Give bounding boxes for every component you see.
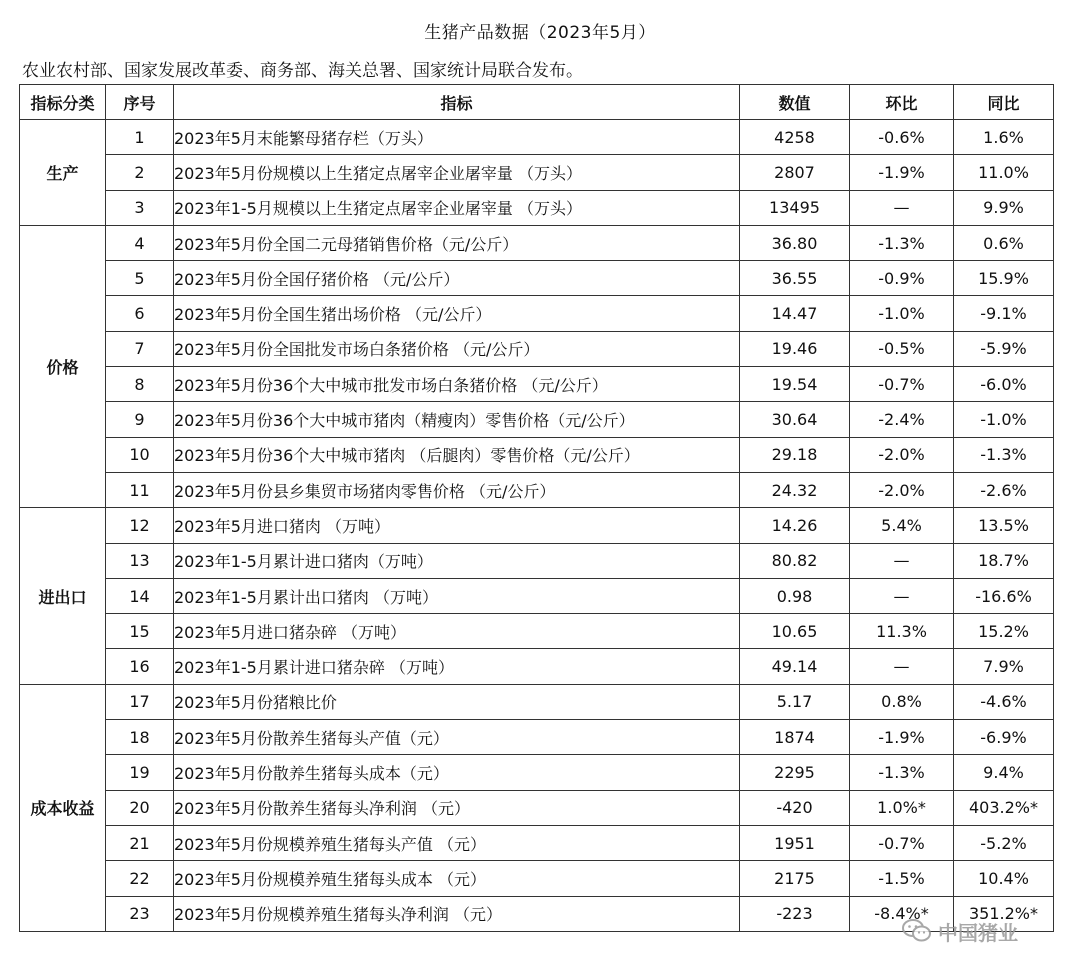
indicator-cell: 2023年5月进口猪杂碎 （万吨）: [174, 614, 740, 649]
row-number-cell: 11: [106, 472, 174, 507]
mom-cell: -1.9%: [850, 720, 954, 755]
mom-cell: -1.3%: [850, 225, 954, 260]
table-row: [20, 261, 1054, 296]
row-number-cell: 17: [106, 684, 174, 719]
mom-cell: -1.9%: [850, 155, 954, 190]
value-cell: 14.47: [740, 296, 850, 331]
value-cell: 1951: [740, 825, 850, 860]
mom-cell: -1.5%: [850, 861, 954, 896]
row-number-cell: 10: [106, 437, 174, 472]
yoy-cell: 13.5%: [954, 508, 1054, 543]
row-number-cell: 3: [106, 190, 174, 225]
page-title: 生猪产品数据（2023年5月）: [424, 23, 656, 43]
value-cell: 2807: [740, 155, 850, 190]
mom-cell: -0.7%: [850, 825, 954, 860]
table-row: [20, 472, 1054, 507]
row-number-cell: 23: [106, 896, 174, 931]
yoy-cell: -5.2%: [954, 825, 1054, 860]
indicator-cell: 2023年1-5月累计进口猪杂碎 （万吨）: [174, 649, 740, 684]
table-row: [20, 402, 1054, 437]
table-row: [20, 225, 1054, 260]
row-number-cell: 9: [106, 402, 174, 437]
publisher-note: 农业农村部、国家发展改革委、商务部、海关总署、国家统计局联合发布。: [22, 61, 583, 81]
indicator-cell: 2023年5月份猪粮比价: [174, 684, 740, 719]
table-row: [20, 437, 1054, 472]
value-cell: 29.18: [740, 437, 850, 472]
value-cell: 1874: [740, 720, 850, 755]
value-cell: 14.26: [740, 508, 850, 543]
table-row: [20, 296, 1054, 331]
mom-cell: —: [850, 578, 954, 613]
row-number-cell: 15: [106, 614, 174, 649]
table-header-row: [20, 85, 1054, 120]
value-cell: 5.17: [740, 684, 850, 719]
category-cell: 生产: [20, 120, 106, 226]
row-number-cell: 6: [106, 296, 174, 331]
indicator-cell: 2023年1-5月累计出口猪肉 （万吨）: [174, 578, 740, 613]
wechat-icon: [902, 918, 932, 944]
table-row: [20, 155, 1054, 190]
yoy-cell: 15.2%: [954, 614, 1054, 649]
indicator-cell: 2023年5月份全国批发市场白条猪价格 （元/公斤）: [174, 331, 740, 366]
indicator-cell: 2023年5月份36个大中城市猪肉（精瘦肉）零售价格（元/公斤）: [174, 402, 740, 437]
yoy-cell: -2.6%: [954, 472, 1054, 507]
indicator-cell: 2023年5月份散养生猪每头成本（元）: [174, 755, 740, 790]
yoy-cell: 9.4%: [954, 755, 1054, 790]
table-row: [20, 684, 1054, 719]
mom-cell: -2.0%: [850, 472, 954, 507]
value-cell: 2295: [740, 755, 850, 790]
value-cell: -223: [740, 896, 850, 931]
yoy-cell: 403.2%*: [954, 790, 1054, 825]
value-cell: 0.98: [740, 578, 850, 613]
yoy-cell: 351.2%*: [954, 896, 1054, 931]
indicator-cell: 2023年5月份规模养殖生猪每头产值 （元）: [174, 825, 740, 860]
mom-cell: 5.4%: [850, 508, 954, 543]
indicator-cell: 2023年5月份规模养殖生猪每头净利润 （元）: [174, 896, 740, 931]
watermark: [902, 917, 1018, 945]
row-number-cell: 14: [106, 578, 174, 613]
indicator-cell: 2023年5月进口猪肉 （万吨）: [174, 508, 740, 543]
mom-cell: -0.9%: [850, 261, 954, 296]
yoy-cell: -6.9%: [954, 720, 1054, 755]
yoy-cell: -16.6%: [954, 578, 1054, 613]
mom-cell: 0.8%: [850, 684, 954, 719]
value-cell: 36.80: [740, 225, 850, 260]
header-mom: 环比: [850, 85, 954, 120]
table-row: [20, 543, 1054, 578]
row-number-cell: 4: [106, 225, 174, 260]
mom-cell: -0.6%: [850, 120, 954, 155]
yoy-cell: 18.7%: [954, 543, 1054, 578]
value-cell: 19.54: [740, 367, 850, 402]
row-number-cell: 1: [106, 120, 174, 155]
row-number-cell: 22: [106, 861, 174, 896]
yoy-cell: 7.9%: [954, 649, 1054, 684]
row-number-cell: 16: [106, 649, 174, 684]
value-cell: 4258: [740, 120, 850, 155]
yoy-cell: 1.6%: [954, 120, 1054, 155]
indicator-cell: 2023年1-5月规模以上生猪定点屠宰企业屠宰量 （万头）: [174, 190, 740, 225]
table-row: [20, 896, 1054, 931]
row-number-cell: 8: [106, 367, 174, 402]
watermark-text: 中国猪业: [938, 920, 1018, 945]
indicator-cell: 2023年5月份规模以上生猪定点屠宰企业屠宰量 （万头）: [174, 155, 740, 190]
indicator-cell: 2023年5月份规模养殖生猪每头成本 （元）: [174, 861, 740, 896]
table-row: [20, 120, 1054, 155]
mom-cell: -0.5%: [850, 331, 954, 366]
row-number-cell: 21: [106, 825, 174, 860]
value-cell: 24.32: [740, 472, 850, 507]
table-row: [20, 578, 1054, 613]
yoy-cell: -1.3%: [954, 437, 1054, 472]
indicator-cell: 2023年5月份全国二元母猪销售价格（元/公斤）: [174, 225, 740, 260]
mom-cell: -2.0%: [850, 437, 954, 472]
header-yoy: 同比: [954, 85, 1054, 120]
indicator-cell: 2023年1-5月累计进口猪肉（万吨）: [174, 543, 740, 578]
yoy-cell: -1.0%: [954, 402, 1054, 437]
yoy-cell: 9.9%: [954, 190, 1054, 225]
yoy-cell: 10.4%: [954, 861, 1054, 896]
indicator-cell: 2023年5月份散养生猪每头净利润 （元）: [174, 790, 740, 825]
table-row: [20, 825, 1054, 860]
mom-cell: -2.4%: [850, 402, 954, 437]
row-number-cell: 5: [106, 261, 174, 296]
row-number-cell: 20: [106, 790, 174, 825]
row-number-cell: 12: [106, 508, 174, 543]
header-category: 指标分类: [20, 85, 106, 120]
mom-cell: -1.0%: [850, 296, 954, 331]
table-row: [20, 861, 1054, 896]
table-row: [20, 367, 1054, 402]
mom-cell: —: [850, 190, 954, 225]
table-row: [20, 790, 1054, 825]
value-cell: 19.46: [740, 331, 850, 366]
indicator-cell: 2023年5月份全国仔猪价格 （元/公斤）: [174, 261, 740, 296]
header-value: 数值: [740, 85, 850, 120]
pig-data-table: [19, 84, 1054, 932]
table-row: [20, 649, 1054, 684]
value-cell: 49.14: [740, 649, 850, 684]
mom-cell: 1.0%*: [850, 790, 954, 825]
mom-cell: —: [850, 649, 954, 684]
row-number-cell: 7: [106, 331, 174, 366]
table-row: [20, 508, 1054, 543]
table-body: [20, 120, 1054, 932]
indicator-cell: 2023年5月份散养生猪每头产值（元）: [174, 720, 740, 755]
table-row: [20, 720, 1054, 755]
value-cell: 30.64: [740, 402, 850, 437]
table-row: [20, 331, 1054, 366]
category-cell: 成本收益: [20, 684, 106, 931]
mom-cell: -0.7%: [850, 367, 954, 402]
row-number-cell: 19: [106, 755, 174, 790]
indicator-cell: 2023年5月份36个大中城市猪肉 （后腿肉）零售价格（元/公斤）: [174, 437, 740, 472]
mom-cell: -8.4%*: [850, 896, 954, 931]
yoy-cell: 11.0%: [954, 155, 1054, 190]
row-number-cell: 13: [106, 543, 174, 578]
indicator-cell: 2023年5月末能繁母猪存栏（万头）: [174, 120, 740, 155]
value-cell: -420: [740, 790, 850, 825]
header-indicator: 指标: [174, 85, 740, 120]
yoy-cell: 15.9%: [954, 261, 1054, 296]
header-number: 序号: [106, 85, 174, 120]
value-cell: 2175: [740, 861, 850, 896]
category-cell: 进出口: [20, 508, 106, 684]
indicator-cell: 2023年5月份县乡集贸市场猪肉零售价格 （元/公斤）: [174, 472, 740, 507]
yoy-cell: -9.1%: [954, 296, 1054, 331]
value-cell: 13495: [740, 190, 850, 225]
value-cell: 80.82: [740, 543, 850, 578]
row-number-cell: 18: [106, 720, 174, 755]
indicator-cell: 2023年5月份全国生猪出场价格 （元/公斤）: [174, 296, 740, 331]
value-cell: 36.55: [740, 261, 850, 296]
yoy-cell: 0.6%: [954, 225, 1054, 260]
yoy-cell: -6.0%: [954, 367, 1054, 402]
value-cell: 10.65: [740, 614, 850, 649]
indicator-cell: 2023年5月份36个大中城市批发市场白条猪价格 （元/公斤）: [174, 367, 740, 402]
table-row: [20, 614, 1054, 649]
category-cell: 价格: [20, 225, 106, 507]
mom-cell: —: [850, 543, 954, 578]
table-row: [20, 755, 1054, 790]
yoy-cell: -4.6%: [954, 684, 1054, 719]
yoy-cell: -5.9%: [954, 331, 1054, 366]
mom-cell: -1.3%: [850, 755, 954, 790]
table-row: [20, 190, 1054, 225]
row-number-cell: 2: [106, 155, 174, 190]
mom-cell: 11.3%: [850, 614, 954, 649]
